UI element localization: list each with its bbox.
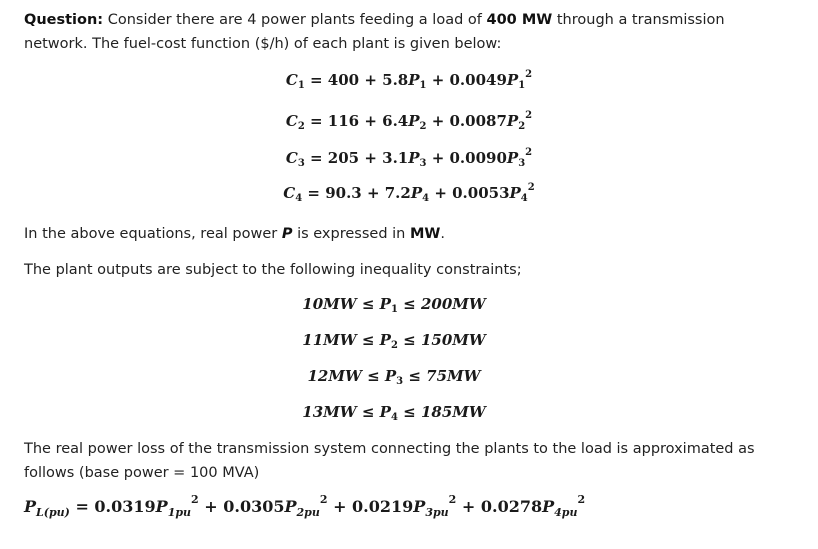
constraint-1: $10MW \le P_1 \le 200MW$ (302, 295, 486, 315)
unit-mw: MW (409, 226, 441, 242)
loss-intro: The real power loss of the transmission system connecting the plants to the load is approximated as follows (base power = 100 MVA) (24, 441, 755, 481)
power-symbol: P (281, 226, 293, 242)
constraint-4: $13MW \le P_4 \le 185MW$ (302, 403, 486, 423)
question-text-a: Consider there are 4 power plants feeding a load of (103, 12, 487, 28)
question-label: Question: (24, 12, 104, 28)
constraints-intro: The plant outputs are subject to the following inequality constraints; (24, 262, 522, 278)
cost-function-3: $C_3 = 205 + 3.1P_3 + 0.0090P_3^2$ (285, 147, 533, 169)
cost-function-4: $C_4 = 90.3 + 7.2P_4 + 0.0053P_4^2$ (283, 182, 535, 204)
constraint-2: $11MW \le P_2 \le 150MW$ (302, 331, 486, 351)
loss-equation: $P_{L(pu)} = 0.0319P_{1pu}^2 + 0.0305P_{2pu}^2 + 0.0219P_{3pu}^2 + 0.0278P_{4pu}^2$ (24, 493, 586, 519)
units-note: In the above equations, real power P is expressed in MW. (24, 226, 446, 242)
question-text-b: through a transmission network. The fuel-cost function ($/h) of each plant is given below: (24, 12, 725, 52)
cost-function-2: $C_2 = 116 + 6.4P_2 + 0.0087P_2^2$ (285, 110, 533, 132)
constraint-3: $12MW \le P_3 \le 75MW$ (307, 367, 481, 387)
load-value: 400 MW (486, 12, 553, 28)
cost-function-1: $C_1 = 400 + 5.8P_1 + 0.0049P_1^2$ (285, 69, 533, 91)
question-paragraph (24, 8, 784, 56)
